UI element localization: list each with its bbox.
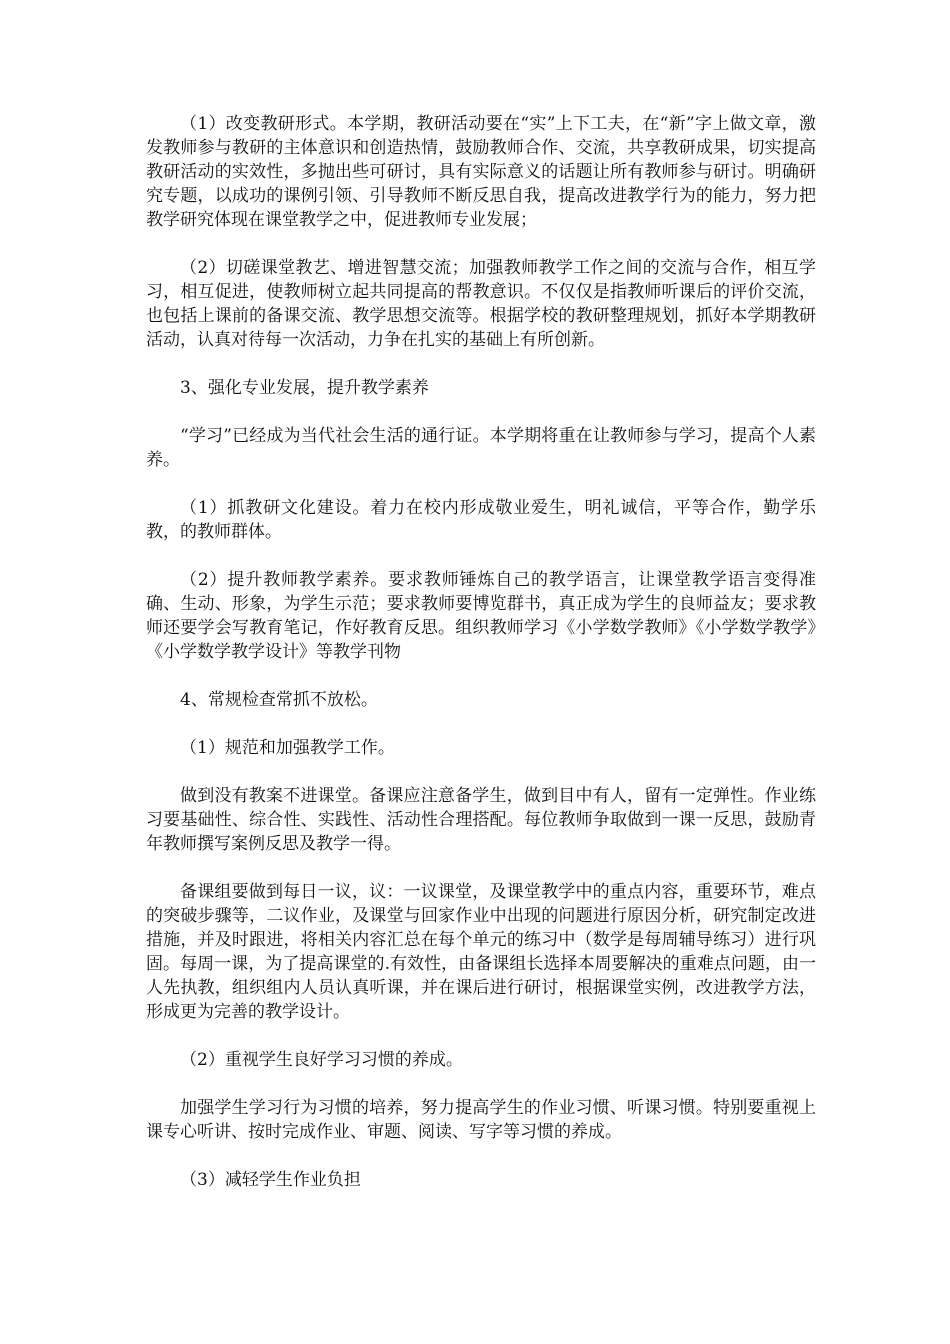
section-heading-professional-development: 3、强化专业发展，提升教学素养 [180,378,429,398]
paragraph-research-culture: （1）抓教研文化建设。着力在校内形成敬业爱生，明礼诚信，平等合作，勤学乐教，的教师群体。 [146,498,816,542]
subheading-reduce-homework: （3）减轻学生作业负担 [180,1170,361,1190]
paragraph-lesson-plans: 做到没有教案不进课堂。备课应注意备学生，做到目中有人，留有一定弹性。作业练习要基础性、综合性、实践性、活动性合理搭配。每位教师争取做到一课一反思，鼓励青年教师撰写案例反思及教学一得。 [146,786,816,854]
paragraph-habit-training: 加强学生学习行为习惯的培养，努力提高学生的作业习惯、听课习惯。特别要重视上课专心听讲、按时完成作业、审题、阅读、写字等习惯的养成。 [146,1098,816,1142]
document-page [146,112,816,1216]
paragraph-teaching-literacy: （2）提升教师教学素养。要求教师锤炼自己的教学语言，让课堂教学语言变得准确、生动、形象，为学生示范；要求教师要博览群书，真正成为学生的良师益友；要求教师还要学会写教育笔记，作好教育反思。组织教师学习《小学数学教师》《小学数学教学》《小学数学教学设计》等教学刊物 [146,570,816,662]
paragraph-learning-passport: “学习”已经成为当代社会生活的通行证。本学期将重在让教师参与学习，提高个人素养。 [146,426,816,470]
subheading-study-habits: （2）重视学生良好学习习惯的养成。 [180,1050,463,1070]
paragraph-change-research-form: （1）改变教研形式。本学期，教研活动要在“实”上下工夫，在“新”字上做文章，激发教师参与教研的主体意识和创造热情，鼓励教师合作、交流，共享教研成果，切实提高教研活动的实效性，多抛出些可研讨，具有实际意义的话题让所有教师参与研讨。明确研究专题，以成功的课例引领、引导教师不断反思自我，提高改进教学行为的能力，努力把教学研究体现在课堂教学之中，促进教师专业发展； [146,114,816,230]
section-heading-routine-checks: 4、常规检查常抓不放松。 [180,690,378,710]
paragraph-prep-group: 备课组要做到每日一议，议：一议课堂，及课堂教学中的重点内容，重要环节，难点的突破步骤等，二议作业，及课堂与回家作业中出现的问题进行原因分析，研究制定改进措施，并及时跟进，将相关内容汇总在每个单元的练习中（数学是每周辅导练习）进行巩固。每周一课，为了提高课堂的.有效性，由备课组长选择本周要解决的重难点问题，由一人先执教，组织组内人员认真听课，并在课后进行研讨，根据课堂实例，改进教学方法，形成更为完善的教学设计。 [146,882,816,1022]
subheading-standardize-teaching: （1）规范和加强教学工作。 [180,738,395,758]
paragraph-classroom-exchange: （2）切磋课堂教艺、增进智慧交流；加强教师教学工作之间的交流与合作，相互学习，相互促进，使教师树立起共同提高的帮教意识。不仅仅是指教师听课后的评价交流，也包括上课前的备课交流、教学思想交流等。根据学校的教研整理规划，抓好本学期教研活动，认真对待每一次活动，力争在扎实的基础上有所创新。 [146,258,816,350]
